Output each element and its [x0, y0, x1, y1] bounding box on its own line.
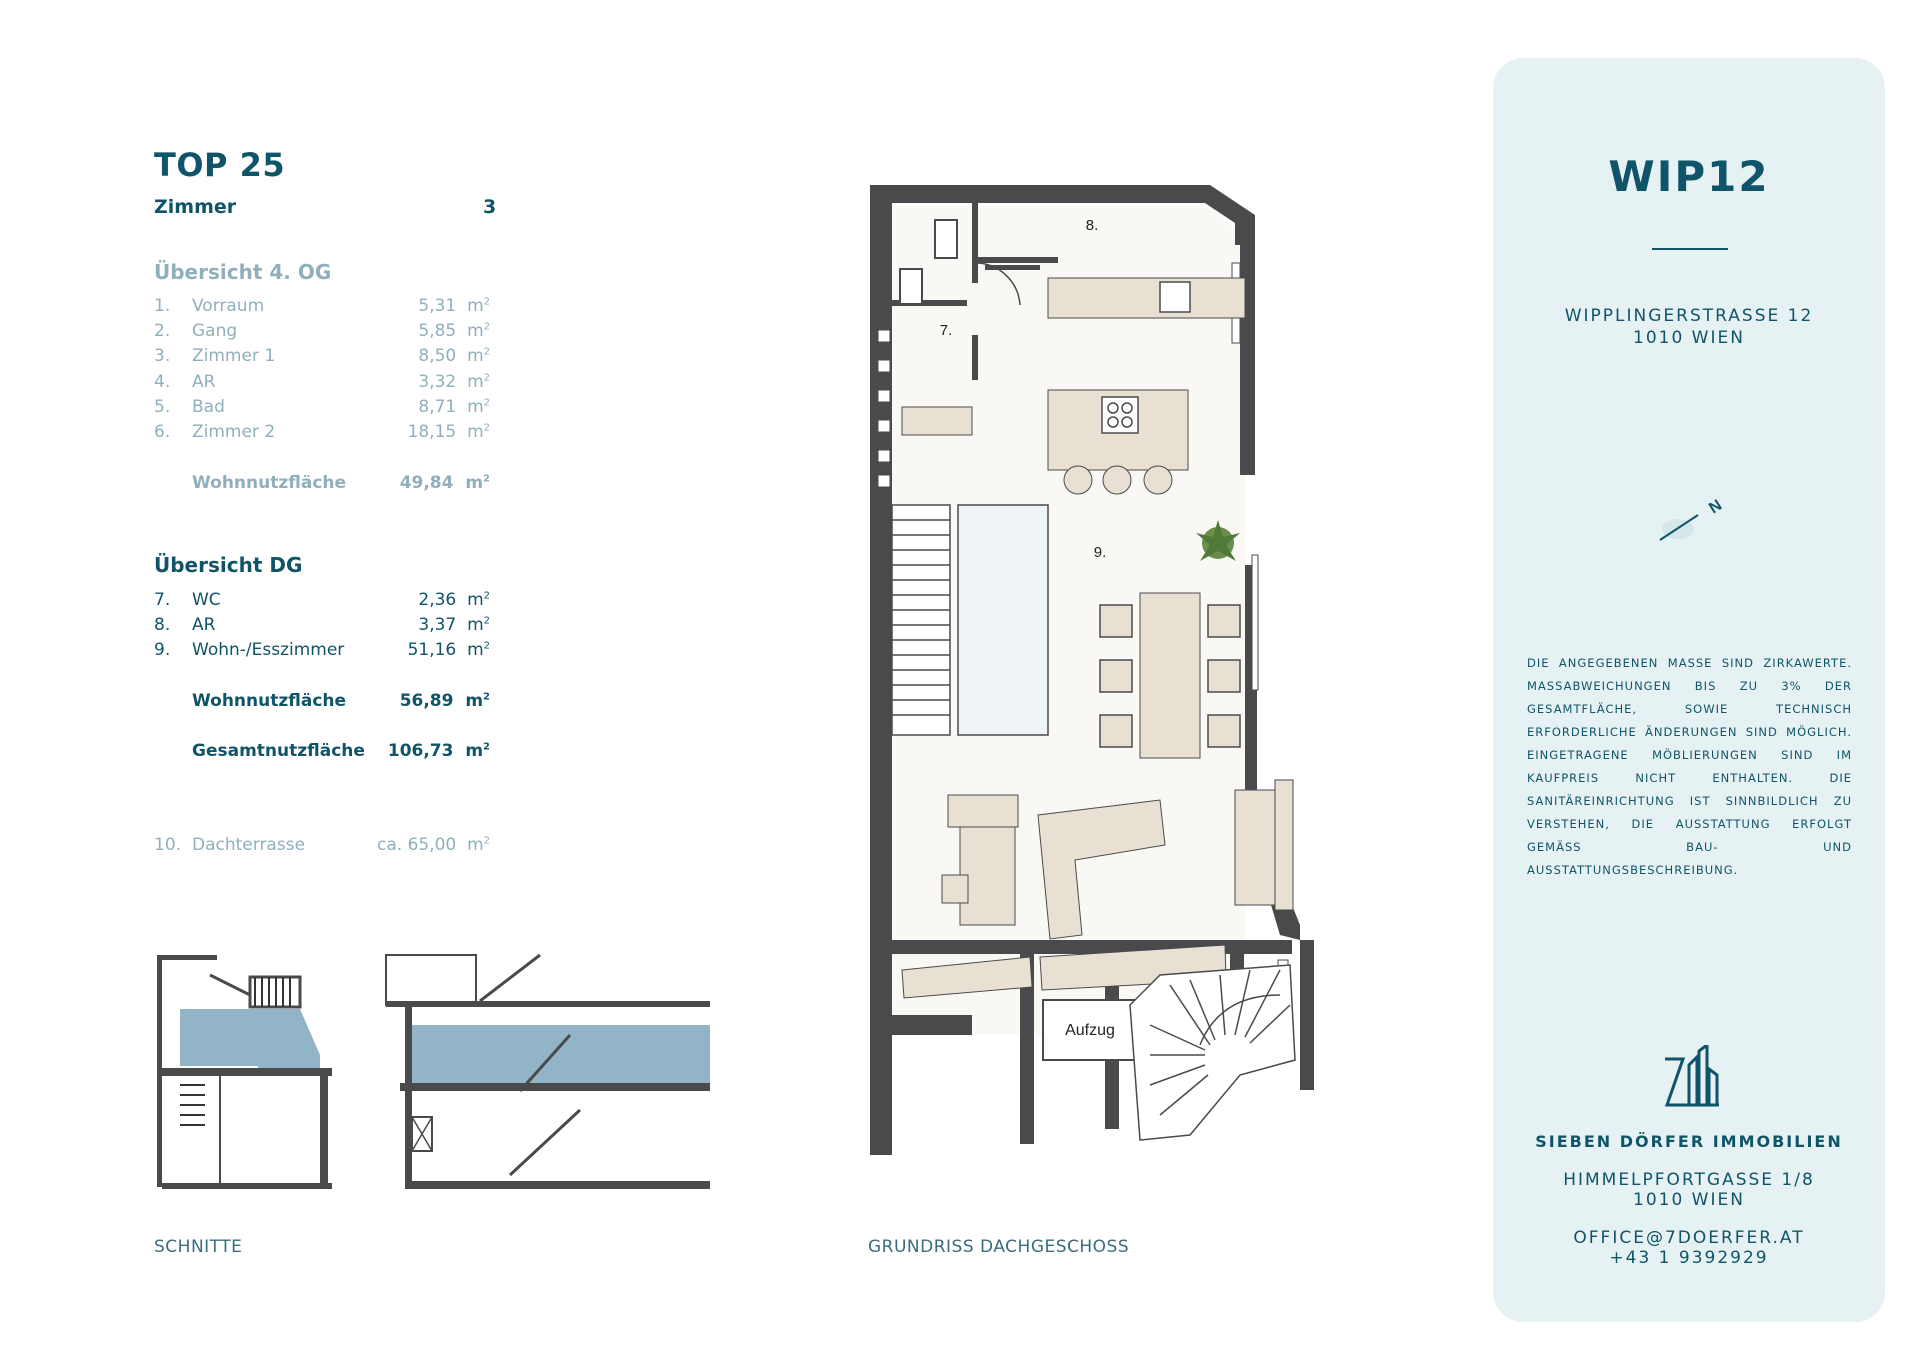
room-number: 1. [154, 296, 171, 316]
wc-toilet [935, 220, 957, 258]
cooktop [1102, 397, 1138, 433]
room-label: Zimmer 1 [192, 346, 276, 366]
og-room-row [154, 321, 490, 345]
company-city: 1010 WIEN [1633, 1190, 1745, 1210]
dg-room-row [154, 590, 490, 614]
room-label: WC [192, 590, 221, 610]
og-room-row [154, 346, 490, 370]
dg-total-row [154, 691, 490, 715]
room-area: 2,36 $m^2$ [418, 590, 490, 610]
room-number-7: 7. [939, 322, 953, 339]
terrace-row [154, 835, 490, 859]
sideboard [902, 407, 972, 435]
kitchen-sink [1160, 282, 1190, 312]
spiral-stairs [1130, 965, 1295, 1140]
og-total-row [154, 473, 490, 497]
room-area: 5,31 $m^2$ [418, 296, 490, 316]
section-drawings [150, 945, 710, 1190]
rooms-label: Zimmer [154, 196, 237, 218]
north-label: N [1706, 496, 1726, 518]
room-label: Bad [192, 397, 225, 417]
dg-room-row [154, 640, 490, 664]
shelf [985, 265, 1040, 270]
grand-total-label: Gesamtnutzfläche [192, 741, 365, 761]
side-table [942, 875, 968, 903]
room-number: 4. [154, 372, 171, 392]
room-area: 51,16 $m^2$ [407, 640, 490, 660]
og-room-row [154, 372, 490, 396]
title-divider [1652, 248, 1728, 250]
disclaimer-text: DIE ANGEGEBENEN MASSE SIND ZIRKAWERTE. MASSABWEICHUNGEN BIS ZU 3% DER GESAMTFLÄCHE, SOWIE TECHNISCH ERFORDERLICHE ÄNDERUNGEN SIND MÖGLICH. EINGETRAGENE MÖBLIERUNGEN SIND IM KAUFPREIS NICHT ENTHALTEN. DIE SANITÄREINRICHTUNG IST SINNBILDLICH ZU VERSTEHEN, DIE AUSSTATTUNG ERFOLGT GEMÄSS BAU- UND AUSSTATTUNGSBESCHREIBUNG. [1527, 656, 1852, 877]
floor-plan [860, 175, 1430, 1155]
stair-void [958, 505, 1048, 735]
room-area: 5,85 $m^2$ [418, 321, 490, 341]
stairs [892, 505, 950, 735]
room-area: ca. 65,00 $m^2$ [377, 835, 490, 855]
section-drawing-2 [386, 945, 710, 1189]
sections-caption: SCHNITTE [154, 1237, 243, 1257]
og-room-row [154, 296, 490, 320]
room-number: 10. [154, 835, 182, 855]
og-room-row [154, 422, 490, 446]
project-address-city: 1010 WIEN [1633, 328, 1745, 348]
company-name: SIEBEN DÖRFER IMMOBILIEN [1535, 1132, 1843, 1151]
room-label: Zimmer 2 [192, 422, 276, 442]
company-logo-icon [1661, 1045, 1721, 1109]
unit-title: TOP 25 [154, 146, 286, 184]
dg-total-label: Wohnnutzfläche [192, 691, 347, 711]
room-number: 2. [154, 321, 171, 341]
room-area: 3,32 $m^2$ [418, 372, 490, 392]
room-number-9: 9. [1093, 544, 1107, 561]
company-email: OFFICE@7DOERFER.AT [1573, 1228, 1805, 1248]
room-label: Vorraum [192, 296, 265, 316]
north-arrow-icon [1650, 495, 1730, 545]
room-area: 8,71 $m^2$ [418, 397, 490, 417]
room-number: 7. [154, 590, 171, 610]
company-phone: +43 1 9392929 [1609, 1248, 1769, 1268]
elevator-label: Aufzug [1065, 1022, 1115, 1039]
room-number: 9. [154, 640, 171, 660]
room-label: Gang [192, 321, 238, 341]
rooms-value: 3 [483, 196, 497, 218]
project-address-street: WIPPLINGERSTRASSE 12 [1564, 306, 1814, 326]
og-total-label: Wohnnutzfläche [192, 473, 347, 493]
room-label: Dachterrasse [192, 835, 306, 855]
company-street: HIMMELPFORTGASSE 1/8 [1563, 1170, 1815, 1190]
dg-total-area: 56,89 $m^2$ [399, 691, 490, 711]
og-overview-heading: Übersicht 4. OG [154, 260, 332, 284]
wc-sink [900, 269, 922, 304]
bar-stools [1064, 466, 1172, 494]
room-label: AR [192, 372, 216, 392]
grand-total-row [154, 741, 490, 765]
room-number: 5. [154, 397, 171, 417]
room-number: 6. [154, 422, 171, 442]
room-number: 3. [154, 346, 171, 366]
room-label: Wohn-/Esszimmer [192, 640, 345, 660]
grand-total-area: 106,73 $m^2$ [387, 741, 490, 761]
project-title: WIP12 [1608, 152, 1770, 201]
dining-table [1140, 593, 1200, 758]
dg-room-row [154, 615, 490, 639]
room-number: 8. [154, 615, 171, 635]
section-drawing-1 [157, 955, 332, 1189]
og-room-row [154, 397, 490, 421]
kitchen-counter [1048, 278, 1245, 318]
room-area: 8,50 $m^2$ [418, 346, 490, 366]
room-area: 3,37 $m^2$ [418, 615, 490, 635]
room-area: 18,15 $m^2$ [407, 422, 490, 442]
dg-overview-heading: Übersicht DG [154, 553, 303, 577]
room-label: AR [192, 615, 216, 635]
room-number-8: 8. [1085, 217, 1099, 234]
og-total-area: 49,84 $m^2$ [399, 473, 490, 493]
floorplan-caption: GRUNDRISS DACHGESCHOSS [868, 1237, 1130, 1257]
